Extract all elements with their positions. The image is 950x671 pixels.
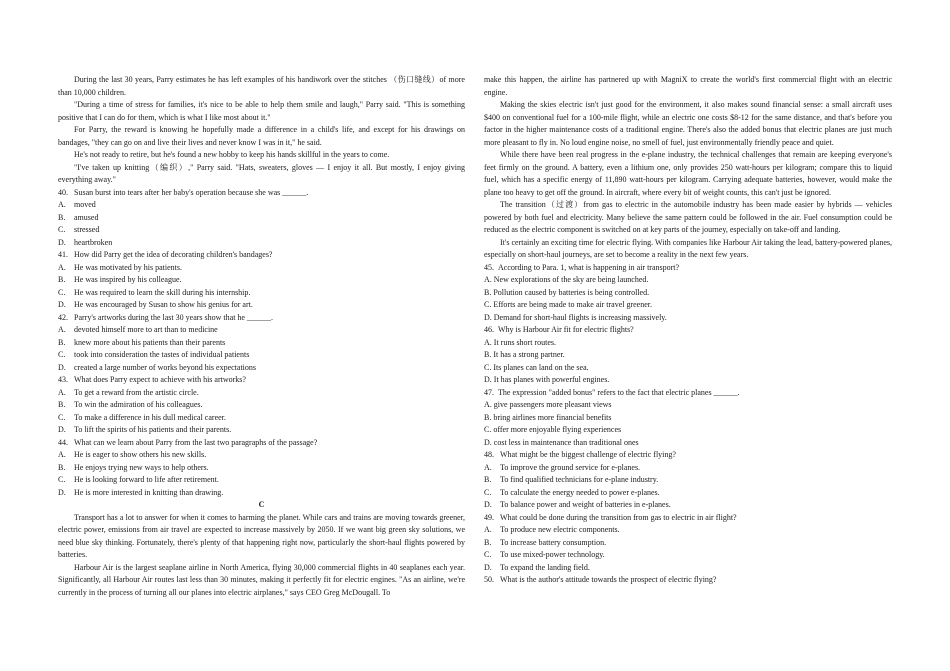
option-text: To improve the ground service for e-planes. xyxy=(500,462,641,472)
option-text: He was inspired by his colleague. xyxy=(74,275,182,284)
option-text: He was required to learn the skill during his internship. xyxy=(74,287,251,297)
option-letter: A. xyxy=(58,387,66,397)
option-text: To expand the landing field. xyxy=(500,562,590,572)
answer-option xyxy=(58,299,465,312)
option-text: To use mixed-power technology. xyxy=(500,550,605,559)
answer-option xyxy=(484,474,892,487)
question-number: 48. xyxy=(484,450,494,459)
question xyxy=(484,449,892,462)
option-text: He was encouraged by Susan to show his genius for art. xyxy=(74,300,253,309)
answer-option xyxy=(484,562,892,575)
option-letter: D. xyxy=(58,237,66,247)
question-number: 50. xyxy=(484,575,494,584)
paragraph: While there have been real progress in the e-plane industry, the technical challenges that remain are keeping everyone's feet firmly on the ground. A battery, even a lithium one, only provides 250 watt-hours per kilogram; compare this to liquid fuel, which has a specific energy of 11,890 watt-hours per kilogram. Carrying adequate batteries, however, would make the plane too heavy to get off the ground. In aircraft, where every bit of weight counts, this can't just be ignored. xyxy=(484,150,892,197)
option-letter: B. xyxy=(484,475,492,484)
option-text: To produce new electric components. xyxy=(500,525,620,534)
question-number: 40. xyxy=(58,187,68,197)
option-letter: D. xyxy=(58,487,66,497)
option-text: To win the admiration of his colleagues. xyxy=(74,400,203,409)
option-text: To calculate the energy needed to power e-planes. xyxy=(500,487,660,497)
answer-option xyxy=(58,424,465,437)
question xyxy=(58,312,465,325)
paragraph: Transport has a lot to answer for when it comes to harming the planet. While cars and trains are moving towards greener, electric power, emissions from air travel are expected to increase massively by 2050. If we want big green sky solutions, we need blue sky thinking. Fortunately, there's plenty of that happening right now, particularly the short-haul flights powered by batteries. xyxy=(58,512,465,559)
option-letter: C. xyxy=(58,412,66,422)
option-text: He enjoys trying new ways to help others. xyxy=(74,462,209,472)
answer-option xyxy=(484,499,892,512)
question-number: 44. xyxy=(58,437,68,447)
answer-option xyxy=(484,537,892,550)
answer-option xyxy=(58,399,465,412)
answer-option xyxy=(58,199,465,212)
question-number: 43. xyxy=(58,375,68,384)
answer-option: B. It has a strong partner. xyxy=(484,350,565,359)
option-letter: B. xyxy=(58,400,66,409)
right-column xyxy=(484,74,892,587)
paragraph: Harbour Air is the largest seaplane airline in North America, flying 30,000 commercial flights in 40 seaplanes each year. Significantly, all Harbour Air routes last less than 30 minutes, making it perfectly fit for electric engines. "As an airline, we're currently in the process of turning all our planes into electric airplanes," says CEO Greg McDougall. To xyxy=(58,562,465,597)
answer-option xyxy=(58,487,465,500)
answer-option xyxy=(58,224,465,237)
paragraph: During the last 30 years, Parry estimates he has left examples of his handiwork over the stitches （伤口缝线）of more than 10,000 children. xyxy=(58,75,465,97)
answer-option: B. bring airlines more financial benefits xyxy=(484,412,612,422)
answer-option xyxy=(58,362,465,375)
question-text: What might be the biggest challenge of electric flying? xyxy=(500,450,676,459)
question-text: According to Para. 1, what is happening in air transport? xyxy=(498,262,680,272)
option-letter: B. xyxy=(484,537,492,547)
option-text: created a large number of works beyond his expectations xyxy=(74,362,257,372)
answer-option xyxy=(58,462,465,475)
answer-option xyxy=(484,487,892,500)
option-letter: D. xyxy=(484,500,492,509)
option-text: took into consideration the tastes of individual patients xyxy=(74,350,250,359)
option-letter: B. xyxy=(58,275,66,284)
question-text: What is the author's attitude towards the prospect of electric flying? xyxy=(500,575,717,584)
option-text: moved xyxy=(74,200,96,209)
option-text: knew more about his patients than their parents xyxy=(74,337,226,347)
answer-option xyxy=(58,412,465,425)
option-text: To get a reward from the artistic circle. xyxy=(74,387,199,397)
option-letter: C. xyxy=(484,550,492,559)
question xyxy=(58,374,465,387)
answer-option xyxy=(58,274,465,287)
answer-option: C. Its planes can land on the sea. xyxy=(484,362,589,372)
option-letter: C. xyxy=(58,350,66,359)
option-letter: A. xyxy=(58,325,66,334)
option-text: To find qualified technicians for e-plane industry. xyxy=(500,475,659,484)
option-letter: A. xyxy=(484,462,492,472)
answer-option xyxy=(58,212,465,225)
question-text: What could be done during the transition from gas to electric in air flight? xyxy=(500,512,737,522)
option-letter: B. xyxy=(58,462,66,472)
question xyxy=(484,387,892,400)
question xyxy=(484,574,892,587)
answer-option xyxy=(484,524,892,537)
question-text: Parry's artworks during the last 30 years show that he ______. xyxy=(74,312,273,322)
option-text: He is eager to show others his new skills. xyxy=(74,450,207,459)
question xyxy=(58,249,465,262)
option-text: To increase battery consumption. xyxy=(500,537,607,547)
paragraph: For Parry, the reward is knowing he hopefully made a difference in a child's life, and except for his drawings on bandages, "they can go on and live their lives and never know I was in it," he said. xyxy=(58,125,465,147)
question-list xyxy=(484,262,892,450)
question-number: 46. xyxy=(484,325,494,334)
question-number: 47. xyxy=(484,387,494,397)
option-text: stressed xyxy=(74,225,100,234)
option-text: He was motivated by his patients. xyxy=(74,262,182,272)
question-text: Why is Harbour Air fit for electric flights? xyxy=(498,325,634,334)
option-letter: C. xyxy=(58,225,66,234)
answer-option: A. give passengers more pleasant views xyxy=(484,400,612,409)
answer-option: A. New explorations of the sky are being launched. xyxy=(484,275,649,284)
answer-option: C. offer more enjoyable flying experiences xyxy=(484,425,622,434)
paragraph: "I've taken up knitting（编织）," Parry said. "Hats, sweaters, gloves — I enjoy it all. But mostly, I enjoy giving everything away." xyxy=(58,162,465,184)
question-text: How did Parry get the idea of decorating children's bandages? xyxy=(74,250,273,259)
paragraph: He's not ready to retire, but he's found a new hobby to keep his hands skillful in the years to come. xyxy=(74,150,390,159)
option-text: He is more interested in knitting than drawing. xyxy=(74,487,224,497)
option-letter: B. xyxy=(58,337,66,347)
question-text: What does Parry expect to achieve with his artworks? xyxy=(74,375,246,384)
option-text: amused xyxy=(74,212,99,222)
question-text: What can we learn about Parry from the last two paragraphs of the passage? xyxy=(74,437,318,447)
option-letter: A. xyxy=(58,450,66,459)
option-letter: D. xyxy=(484,562,492,572)
answer-option xyxy=(484,462,892,475)
paragraph: The transition（过渡）from gas to electric in the automobile industry has been made easier by hybrids — vehicles powered by both fuel and electricity. Many believe the same pattern could be followed in the air. Fuel consumption could be reduced as the electric component is switched on at key parts of the journey, especially on take-off and landing. xyxy=(484,200,892,234)
answer-option: A. It runs short routes. xyxy=(484,337,556,347)
paragraph: It's certainly an exciting time for electric flying. With companies like Harbour Air taking the lead, battery-powered planes, especially on short-haul journeys, are set to become a reality in the next few years. xyxy=(484,237,892,259)
question xyxy=(484,324,892,337)
option-letter: C. xyxy=(58,475,66,484)
option-text: To lift the spirits of his patients and their parents. xyxy=(74,425,232,434)
option-letter: C. xyxy=(58,287,66,297)
answer-option xyxy=(58,262,465,275)
question-list xyxy=(58,187,465,500)
question-text: The expression "added bonus" refers to the fact that electric planes ______. xyxy=(498,387,740,397)
question xyxy=(484,262,892,275)
option-text: To make a difference in his dull medical career. xyxy=(74,412,226,422)
answer-option: D. cost less in maintenance than traditional ones xyxy=(484,437,639,447)
answer-option: D. It has planes with powerful engines. xyxy=(484,375,610,384)
answer-option xyxy=(58,287,465,300)
paragraph: "During a time of stress for families, it's nice to be able to help them smile and laugh," Parry said. "This is something positive that I can do for them, which is what I like most about it." xyxy=(58,100,465,122)
question-text: Susan burst into tears after her baby's operation because she was ______. xyxy=(74,187,309,197)
option-letter: D. xyxy=(58,300,66,309)
question-number: 45. xyxy=(484,262,494,272)
option-text: To balance power and weight of batteries in e-planes. xyxy=(500,500,671,509)
question xyxy=(58,437,465,450)
answer-option xyxy=(58,337,465,350)
answer-option xyxy=(484,549,892,562)
paragraph: Making the skies electric isn't just good for the environment, it also makes sound financial sense: a small aircraft uses $400 on conventional fuel for a 100-mile flight, while an electric one costs $8-12 for the same distance, and that's before you factor in the higher maintenance costs of a traditional engine. There's also the added bonus that electric planes are just much more pleasant to fly in. No loud engine noise, no smell of fuel, just environmentally friendly peace and quiet. xyxy=(484,100,892,147)
answer-option xyxy=(58,449,465,462)
option-text: He is looking forward to life after retirement. xyxy=(74,475,219,484)
option-letter: C. xyxy=(484,487,492,497)
answer-option: C. Efforts are being made to make air travel greener. xyxy=(484,300,653,309)
option-letter: D. xyxy=(58,362,66,372)
question xyxy=(484,512,892,525)
option-text: heartbroken xyxy=(74,237,113,247)
question-number: 41. xyxy=(58,250,68,259)
option-text: devoted himself more to art than to medicine xyxy=(74,325,218,334)
answer-option xyxy=(58,324,465,337)
answer-option: D. Demand for short-haul flights is increasing massively. xyxy=(484,312,667,322)
question xyxy=(58,187,465,200)
question-list xyxy=(484,449,892,587)
option-letter: B. xyxy=(58,212,66,222)
answer-option xyxy=(58,474,465,487)
option-letter: A. xyxy=(58,262,66,272)
option-letter: A. xyxy=(58,200,66,209)
answer-option xyxy=(58,349,465,362)
question-number: 42. xyxy=(58,312,68,322)
question-number: 49. xyxy=(484,512,494,522)
section-heading: C xyxy=(258,500,265,509)
left-column xyxy=(58,74,465,599)
option-letter: D. xyxy=(58,425,66,434)
answer-option xyxy=(58,387,465,400)
paragraph-continuation: make this happen, the airline has partnered up with MagniX to create the world's first commercial flight with an electric engine. xyxy=(484,75,892,97)
answer-option xyxy=(58,237,465,250)
answer-option: B. Pollution caused by batteries is being controlled. xyxy=(484,287,650,297)
option-letter: A. xyxy=(484,525,492,534)
